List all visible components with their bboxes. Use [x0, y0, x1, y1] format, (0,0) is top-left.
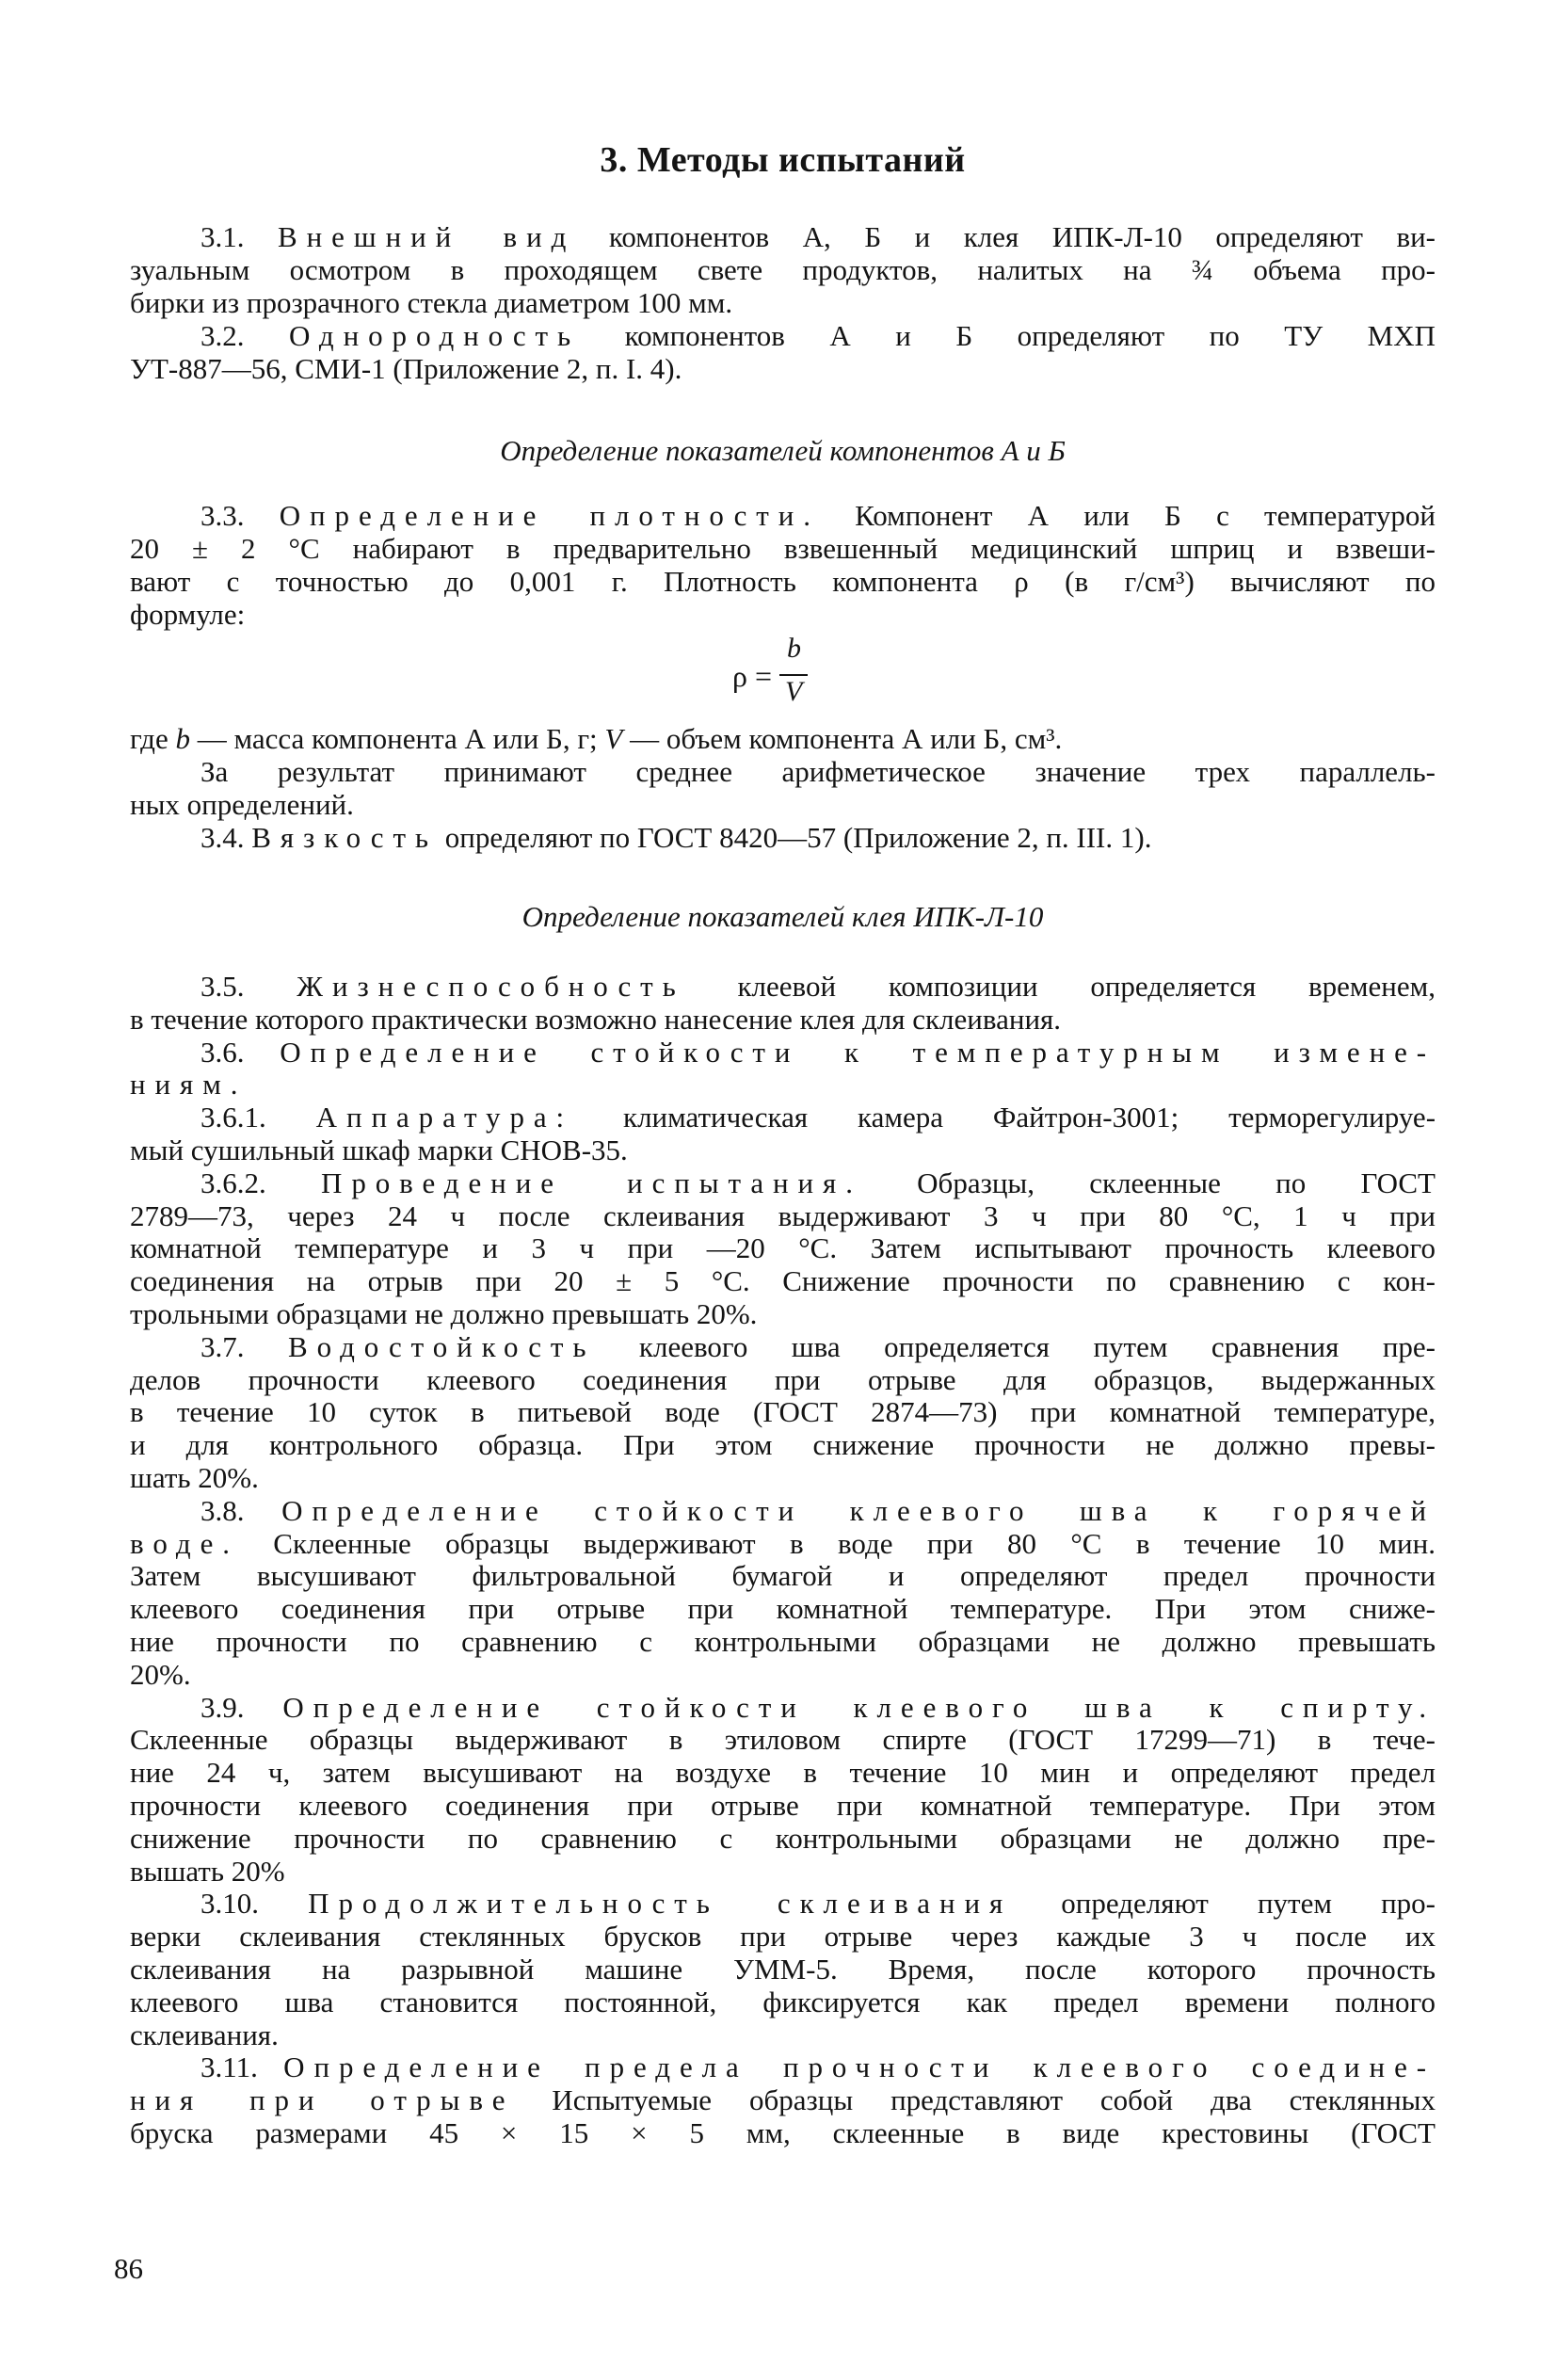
text-segment: шать 20%.: [130, 1460, 259, 1494]
text-segment: За результат принимают среднее арифметическое значение трех параллель-: [201, 755, 1436, 788]
text-line: [130, 821, 1436, 854]
text-line: [130, 1004, 1436, 1037]
text-segment: бирки из прозрачного стекла диаметром 100 мм.: [130, 286, 733, 319]
text-segment: 3.8.: [201, 1493, 282, 1527]
text-segment: клеевого соединения при отрыве при комнатной температуре. При этом сниже-: [130, 1592, 1436, 1626]
text-line: [130, 1692, 1436, 1725]
text-line: [130, 220, 1436, 253]
spaced-lead-text: Определение предела прочности клеевого соедине-: [283, 2050, 1436, 2084]
paragraph: [130, 821, 1436, 854]
text-segment: 3.6.2.: [201, 1166, 322, 1199]
text-line: [130, 1462, 1436, 1495]
paragraph: [130, 319, 1436, 385]
text-segment: 3.9.: [201, 1690, 283, 1724]
text-segment: Компонент А или Б с температурой: [819, 499, 1436, 532]
text-segment: — масса компонента А или Б, г;: [189, 722, 605, 755]
text-segment: определяют путем про-: [1012, 1887, 1436, 1921]
text-segment: бруска размерами 45 × 15 × 5 мм, склеенные в виде крестовины (ГОСТ: [130, 2115, 1436, 2149]
text-line: [130, 1429, 1436, 1462]
text-line: [130, 788, 1436, 821]
text-line: [130, 352, 1436, 385]
text-line: [130, 1659, 1436, 1692]
text-line: [130, 565, 1436, 598]
text-segment: 3.2.: [201, 319, 289, 352]
text-line: [130, 722, 1436, 755]
text-line: [130, 1856, 1436, 1889]
paragraph: [130, 722, 1436, 755]
text-line: [130, 1396, 1436, 1429]
paragraph: [130, 1167, 1436, 1331]
text-line: [130, 1888, 1436, 1921]
formula-fraction: [732, 631, 826, 722]
text-segment: компонентов А, Б и клея ИПК-Л-10 определяют ви-: [575, 220, 1436, 253]
spaced-lead-text: Определение стойкости клеевого шва к горячей: [281, 1493, 1436, 1527]
text-segment: клеевого шва определяется путем сравнения пре-: [595, 1329, 1436, 1363]
paragraph: [130, 1102, 1436, 1167]
spaced-lead-text: Жизнеспособность: [297, 970, 685, 1003]
paragraph: [130, 1495, 1436, 1692]
text-segment: снижение прочности по сравнению с контрольными образцами не должно пре-: [130, 1821, 1436, 1855]
section-d: [130, 971, 1436, 2150]
text-line: [130, 1528, 1436, 1561]
section-title: 3. Методы испытаний: [600, 140, 966, 180]
text-segment: и для контрольного образца. При этом снижение прочности не должно превы-: [130, 1428, 1436, 1462]
subheading-components: Определение показателей компонентов А и Б: [500, 434, 1066, 467]
text-segment: вышать 20%: [130, 1854, 285, 1888]
text-segment: мый сушильный шкаф марки СНОВ-35.: [130, 1133, 628, 1166]
text-segment: клеевого шва становится постоянной, фиксируется как предел времени полного: [130, 1985, 1436, 2018]
formula-lhs: ρ =: [732, 659, 773, 693]
text-line: [130, 1200, 1436, 1233]
spaced-lead-text: Определение стойкости клеевого шва к спирту.: [282, 1690, 1436, 1724]
paragraph: [130, 1331, 1436, 1495]
formula-numerator: b: [787, 633, 801, 664]
text-segment: склеивания на разрывной машине УММ-5. Время, после которого прочность: [130, 1952, 1436, 1986]
text-line: [130, 1037, 1436, 1069]
text-segment: 3.7.: [201, 1329, 288, 1363]
section-a: [130, 220, 1436, 385]
page-number: 86: [114, 2252, 143, 2285]
text-line: [130, 1298, 1436, 1331]
text-line: [130, 1232, 1436, 1265]
text-line: [130, 1593, 1436, 1626]
text-line: [130, 319, 1436, 352]
spaced-lead-text: Внешний вид: [278, 220, 576, 253]
text-segment: компонентов А и Б определяют по ТУ МХП: [580, 319, 1436, 352]
text-segment: вают с точностью до 0,001 г. Плотность компонента ρ (в г/см³) вычисляют по: [130, 565, 1436, 598]
text-line: [130, 1495, 1436, 1528]
text-segment: ние прочности по сравнению с контрольными образцами не должно превышать: [130, 1624, 1436, 1658]
paragraph: [130, 1888, 1436, 2051]
paragraph: [130, 1692, 1436, 1889]
section-c: [130, 722, 1436, 854]
text-line: [130, 286, 1436, 319]
text-line: [130, 1921, 1436, 1954]
text-segment: верки склеивания стеклянных брусков при отрыве через каждые 3 ч после их: [130, 1920, 1436, 1954]
text-segment: 3.1.: [201, 220, 279, 253]
text-segment: Склеенные образцы выдерживают в этиловом спирте (ГОСТ 17299—71) в тече-: [130, 1723, 1436, 1757]
text-line: [130, 1626, 1436, 1659]
text-segment: склеивания.: [130, 2018, 279, 2051]
subheading-adhesive: Определение показателей клея ИПК-Л-10: [521, 900, 1044, 933]
spaced-lead-text: ния при отрыве: [130, 2083, 515, 2117]
text-segment: зуальным осмотром в проходящем свете продуктов, налитых на ¾ объема про-: [130, 253, 1436, 286]
spaced-lead-text: Аппаратура:: [315, 1101, 574, 1134]
text-line: [130, 1102, 1436, 1134]
section-b: [130, 499, 1436, 631]
text-line: [130, 499, 1436, 532]
text-segment: Испытуемые образцы представляют собой два стеклянных: [514, 2083, 1436, 2117]
text-line: [130, 1790, 1436, 1823]
text-segment: где: [130, 722, 176, 755]
text-segment: трольными образцами не должно превышать 20%.: [130, 1296, 758, 1330]
italic-variable: b: [175, 722, 190, 755]
text-segment: Затем высушивают фильтровальной бумагой и определяют предел прочности: [130, 1559, 1436, 1593]
text-segment: ных определений.: [130, 788, 354, 821]
spaced-lead-text: Водостойкость: [287, 1329, 596, 1363]
text-segment: 3.5.: [201, 970, 297, 1003]
text-segment: 20 ± 2 °С набирают в предварительно взвешенный медицинский шприц и взвеши-: [130, 532, 1436, 565]
italic-variable: V: [604, 722, 623, 755]
spaced-lead-text: Определение плотности.: [279, 499, 820, 532]
text-segment: 3.10.: [201, 1887, 309, 1921]
spaced-lead-text: ниям.: [130, 1068, 248, 1102]
text-segment: в течение 10 суток в питьевой воде (ГОСТ 2874—73) при комнатной температуре,: [130, 1395, 1436, 1429]
text-segment: климатическая камера Файтрон-3001; терморегулируе-: [573, 1101, 1436, 1134]
text-line: [130, 253, 1436, 286]
paragraph: [130, 220, 1436, 319]
text-segment: клеевой композиции определяется временем,: [684, 970, 1436, 1003]
text-segment: Образцы, склеенные по ГОСТ: [861, 1166, 1436, 1199]
text-line: [130, 2117, 1436, 2150]
text-line: [130, 1167, 1436, 1200]
text-segment: — объем компонента А или Б, см³.: [622, 722, 1063, 755]
text-line: [130, 1560, 1436, 1593]
body-text: [130, 220, 1436, 2150]
text-segment: 20%.: [130, 1657, 191, 1691]
formula-denominator: V: [785, 676, 803, 707]
text-segment: ние 24 ч, затем высушивают на воздухе в течение 10 мин и определяют предел: [130, 1756, 1436, 1790]
text-line: [130, 2084, 1436, 2117]
text-line: [130, 755, 1436, 788]
text-segment: 3.4.: [201, 821, 252, 854]
paragraph: [130, 499, 1436, 631]
paragraph: [130, 2051, 1436, 2149]
paragraph: [130, 1037, 1436, 1102]
spaced-lead-text: Определение стойкости к температурным измене-: [280, 1035, 1436, 1069]
text-segment: Склеенные образцы выдерживают в воде при 80 °С в течение 10 мин.: [238, 1526, 1436, 1560]
text-segment: в течение которого практически возможно нанесение клея для склеивания.: [130, 1002, 1062, 1036]
text-line: [130, 1331, 1436, 1364]
text-line: [130, 1069, 1436, 1102]
text-line: [130, 1757, 1436, 1790]
text-segment: определяют по ГОСТ 8420—57 (Приложение 2, п. III. 1).: [438, 821, 1152, 854]
text-line: [130, 532, 1436, 565]
text-segment: 2789—73, через 24 ч после склеивания выдерживают 3 ч при 80 °С, 1 ч при: [130, 1198, 1436, 1232]
text-segment: комнатной температуре и 3 ч при —20 °С. Затем испытывают прочность клеевого: [130, 1231, 1436, 1265]
paragraph: [130, 755, 1436, 821]
text-segment: 3.3.: [201, 499, 280, 532]
text-line: [130, 1986, 1436, 2019]
text-line: [130, 1954, 1436, 1986]
text-line: [130, 2051, 1436, 2084]
spaced-lead-text: Продолжительность склеивания: [308, 1887, 1013, 1921]
text-segment: делов прочности клеевого соединения при отрыве для образцов, выдержанных: [130, 1362, 1436, 1396]
text-line: [130, 2019, 1436, 2052]
text-segment: соединения на отрыв при 20 ± 5 °С. Снижение прочности по сравнению с кон-: [130, 1264, 1436, 1298]
text-line: [130, 598, 1436, 631]
text-segment: прочности клеевого соединения при отрыве при комнатной температуре. При этом: [130, 1788, 1436, 1822]
spaced-lead-text: Вязкость: [251, 821, 438, 854]
paragraph: [130, 971, 1436, 1037]
text-line: [130, 1134, 1436, 1167]
text-segment: УТ-887—56, СМИ-1 (Приложение 2, п. I. 4).: [130, 352, 682, 385]
density-formula: [130, 631, 1436, 722]
text-line: [130, 1724, 1436, 1757]
text-line: [130, 971, 1436, 1004]
text-line: [130, 1364, 1436, 1397]
spaced-lead-text: Проведение испытания.: [321, 1166, 862, 1199]
text-line: [130, 1265, 1436, 1298]
spaced-lead-text: Однородность: [289, 319, 581, 352]
text-segment: формуле:: [130, 598, 246, 631]
text-segment: 3.6.1.: [201, 1101, 316, 1134]
text-segment: 3.11.: [201, 2050, 284, 2084]
text-line: [130, 1823, 1436, 1856]
text-segment: 3.6.: [201, 1035, 281, 1069]
spaced-lead-text: воде.: [130, 1526, 239, 1560]
